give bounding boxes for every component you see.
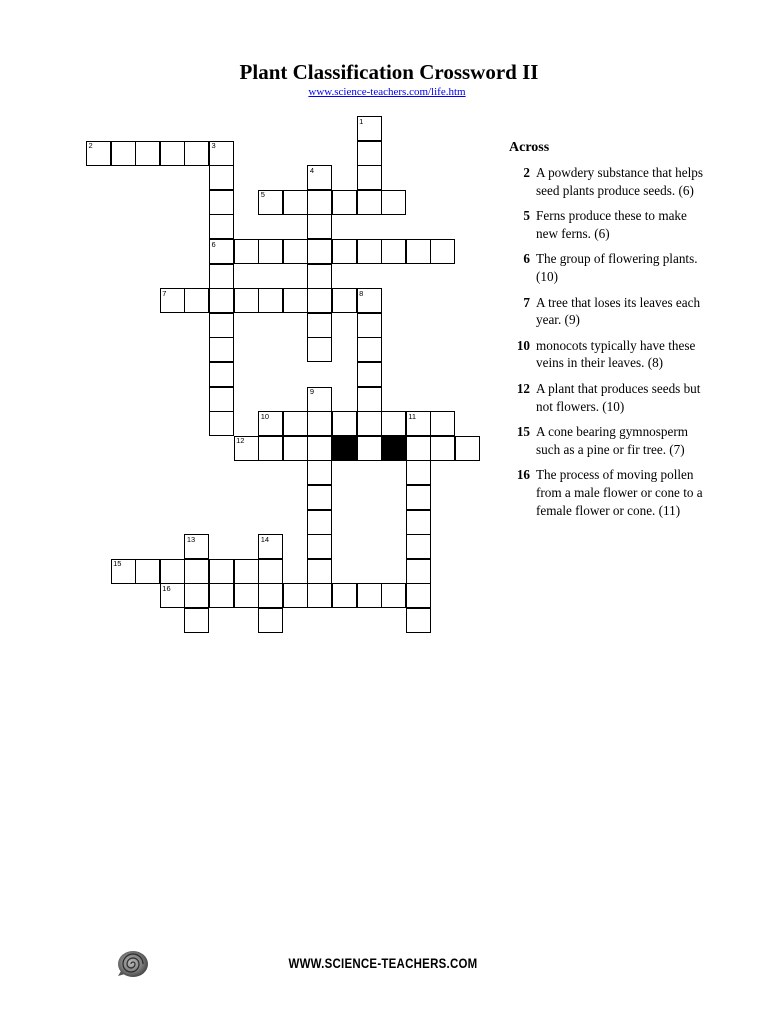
across-clue	[509, 164, 709, 199]
crossword-cell[interactable]	[283, 583, 308, 608]
cell-number: 5	[260, 190, 265, 200]
crossword-cell[interactable]	[209, 214, 234, 239]
crossword-cell[interactable]	[184, 583, 209, 608]
crossword-cell[interactable]	[307, 214, 332, 239]
across-clue	[509, 207, 709, 242]
crossword-cell[interactable]	[209, 337, 234, 362]
clue-number: 12	[516, 380, 530, 396]
crossword-cell[interactable]	[406, 460, 431, 485]
clue-number: 16	[516, 467, 530, 483]
cell-number: 2	[88, 141, 93, 151]
clue-text: Ferns produce these to make new ferns. (6)	[536, 208, 687, 241]
crossword-cell[interactable]	[283, 239, 308, 264]
crossword-cell[interactable]	[332, 239, 357, 264]
crossword-cell[interactable]	[307, 510, 332, 535]
crossword-cell[interactable]	[357, 387, 382, 412]
crossword-cell[interactable]	[209, 288, 234, 313]
crossword-cell[interactable]	[209, 387, 234, 412]
crossword-cell[interactable]	[357, 411, 382, 436]
cell-number: 16	[162, 583, 171, 593]
crossword-cell[interactable]	[307, 460, 332, 485]
crossword-cell[interactable]	[307, 239, 332, 264]
cell-number: 1	[359, 116, 364, 126]
cell-number: 12	[236, 436, 245, 446]
cell-number: 14	[260, 534, 270, 544]
cell-number: 7	[162, 288, 167, 298]
cell-number: 3	[211, 141, 216, 151]
crossword-cell[interactable]	[406, 583, 431, 608]
cell-number: 6	[211, 239, 216, 249]
clue-number: 10	[516, 337, 530, 353]
clue-text: A plant that produces seeds but not flowers. (10)	[536, 380, 701, 414]
crossword-cell[interactable]	[209, 583, 234, 608]
crossword-cell[interactable]	[357, 141, 382, 166]
crossword-cell[interactable]	[357, 165, 382, 190]
crossword-cell[interactable]	[234, 288, 259, 313]
footer-website: WWW.SCIENCE-TEACHERS.COM	[288, 955, 478, 971]
crossword-cell[interactable]	[332, 288, 357, 313]
crossword-cell[interactable]	[307, 559, 332, 584]
crossword-cell[interactable]	[406, 239, 431, 264]
crossword-cell[interactable]	[357, 436, 382, 461]
crossword-cell[interactable]	[307, 583, 332, 608]
crossword-cell[interactable]	[258, 288, 283, 313]
crossword-cell[interactable]	[307, 190, 332, 215]
crossword-cell[interactable]	[209, 190, 234, 215]
crossword-cell[interactable]	[209, 362, 234, 387]
crossword-cell[interactable]	[184, 608, 209, 633]
crossword-cell[interactable]	[209, 411, 234, 436]
crossword-cell[interactable]	[258, 436, 283, 461]
crossword-cell[interactable]	[381, 583, 406, 608]
crossword-cell[interactable]	[455, 436, 480, 461]
crossword-cell[interactable]	[160, 559, 185, 584]
crossword-cell[interactable]	[332, 436, 357, 461]
crossword-cell[interactable]	[332, 583, 357, 608]
across-clue	[509, 250, 709, 285]
cell-number: 13	[186, 534, 196, 544]
crossword-cell[interactable]	[357, 337, 382, 362]
clue-text: A powdery substance that helps seed plants produce seeds. (6)	[536, 165, 704, 198]
crossword-cell[interactable]	[283, 288, 308, 313]
clue-text: A tree that loses its leaves each year. (9)	[536, 294, 701, 328]
crossword-cell[interactable]	[406, 436, 431, 461]
clue-number: 6	[523, 251, 530, 267]
page-title: Plant Classification Crossword II	[239, 60, 539, 84]
crossword-cell[interactable]	[406, 608, 431, 633]
crossword-cell[interactable]	[430, 411, 455, 436]
crossword-cell[interactable]	[283, 190, 308, 215]
across-clue	[509, 466, 709, 519]
crossword-cell[interactable]	[307, 534, 332, 559]
crossword-cell[interactable]	[234, 583, 259, 608]
crossword-cell[interactable]	[184, 141, 209, 166]
crossword-cell[interactable]	[209, 313, 234, 338]
crossword-cell[interactable]	[381, 436, 406, 461]
crossword-cell[interactable]	[209, 264, 234, 289]
clues-panel	[509, 139, 709, 527]
website-link[interactable]: www.science-teachers.com/life.htm	[308, 86, 466, 98]
crossword-cell[interactable]	[307, 485, 332, 510]
crossword-cell[interactable]	[307, 264, 332, 289]
crossword-cell[interactable]	[283, 411, 308, 436]
crossword-cell[interactable]	[135, 141, 160, 166]
across-clue-list	[509, 164, 709, 519]
crossword-cell[interactable]	[283, 436, 308, 461]
across-clue	[509, 337, 709, 372]
crossword-cell[interactable]	[209, 559, 234, 584]
crossword-cell[interactable]	[430, 239, 455, 264]
clue-number: 5	[523, 208, 530, 224]
cell-number: 4	[309, 165, 315, 175]
crossword-cell[interactable]	[307, 313, 332, 338]
cell-number: 10	[260, 411, 270, 421]
crossword-cell[interactable]	[430, 436, 455, 461]
crossword-cell[interactable]	[307, 436, 332, 461]
crossword-cell[interactable]	[258, 608, 283, 633]
crossword-cell[interactable]	[406, 485, 431, 510]
crossword-cell[interactable]	[234, 559, 259, 584]
clue-number: 15	[516, 424, 530, 440]
crossword-cell[interactable]	[307, 288, 332, 313]
clue-number: 2	[523, 165, 530, 180]
crossword-cell[interactable]	[381, 190, 406, 215]
across-clue	[509, 423, 709, 458]
clue-text: monocots typically have these veins in their leaves. (8)	[536, 337, 696, 371]
crossword-cell[interactable]	[381, 411, 406, 436]
crossword-cell[interactable]	[258, 559, 283, 584]
crossword-cell[interactable]	[332, 411, 357, 436]
crossword-cell[interactable]	[160, 141, 185, 166]
across-heading: Across	[509, 140, 550, 155]
clue-text: The process of moving pollen from a male flower or cone to a female flower or cone. (11)	[536, 467, 703, 518]
crossword-cell[interactable]	[357, 190, 382, 215]
crossword-cell[interactable]	[184, 288, 209, 313]
across-clue	[509, 380, 709, 415]
crossword-cell[interactable]	[258, 583, 283, 608]
clue-text: The group of flowering plants. (10)	[536, 251, 698, 284]
crossword-cell[interactable]	[234, 239, 259, 264]
crossword-cell[interactable]	[357, 583, 382, 608]
crossword-cell[interactable]	[381, 239, 406, 264]
crossword-cell[interactable]	[357, 362, 382, 387]
crossword-cell[interactable]	[406, 559, 431, 584]
crossword-cell[interactable]	[332, 190, 357, 215]
clue-number: 7	[523, 294, 530, 310]
cell-number: 8	[359, 288, 364, 298]
across-clue	[509, 294, 709, 329]
cell-number: 9	[309, 387, 315, 397]
crossword-cell[interactable]	[184, 559, 209, 584]
crossword-cell[interactable]	[357, 239, 382, 264]
crossword-cell[interactable]	[209, 165, 234, 190]
crossword-cell[interactable]	[258, 239, 283, 264]
cell-number: 11	[408, 411, 417, 421]
crossword-cell[interactable]	[307, 337, 332, 362]
crossword-cell[interactable]	[135, 559, 160, 584]
crossword-cell[interactable]	[111, 141, 136, 166]
crossword-cell[interactable]	[406, 510, 431, 535]
cell-number: 15	[113, 559, 122, 569]
crossword-cell[interactable]	[357, 313, 382, 338]
crossword-cell[interactable]	[307, 411, 332, 436]
crossword-cell[interactable]	[406, 534, 431, 559]
clue-text: A cone bearing gymnosperm such as a pine or fir tree. (7)	[536, 424, 688, 457]
